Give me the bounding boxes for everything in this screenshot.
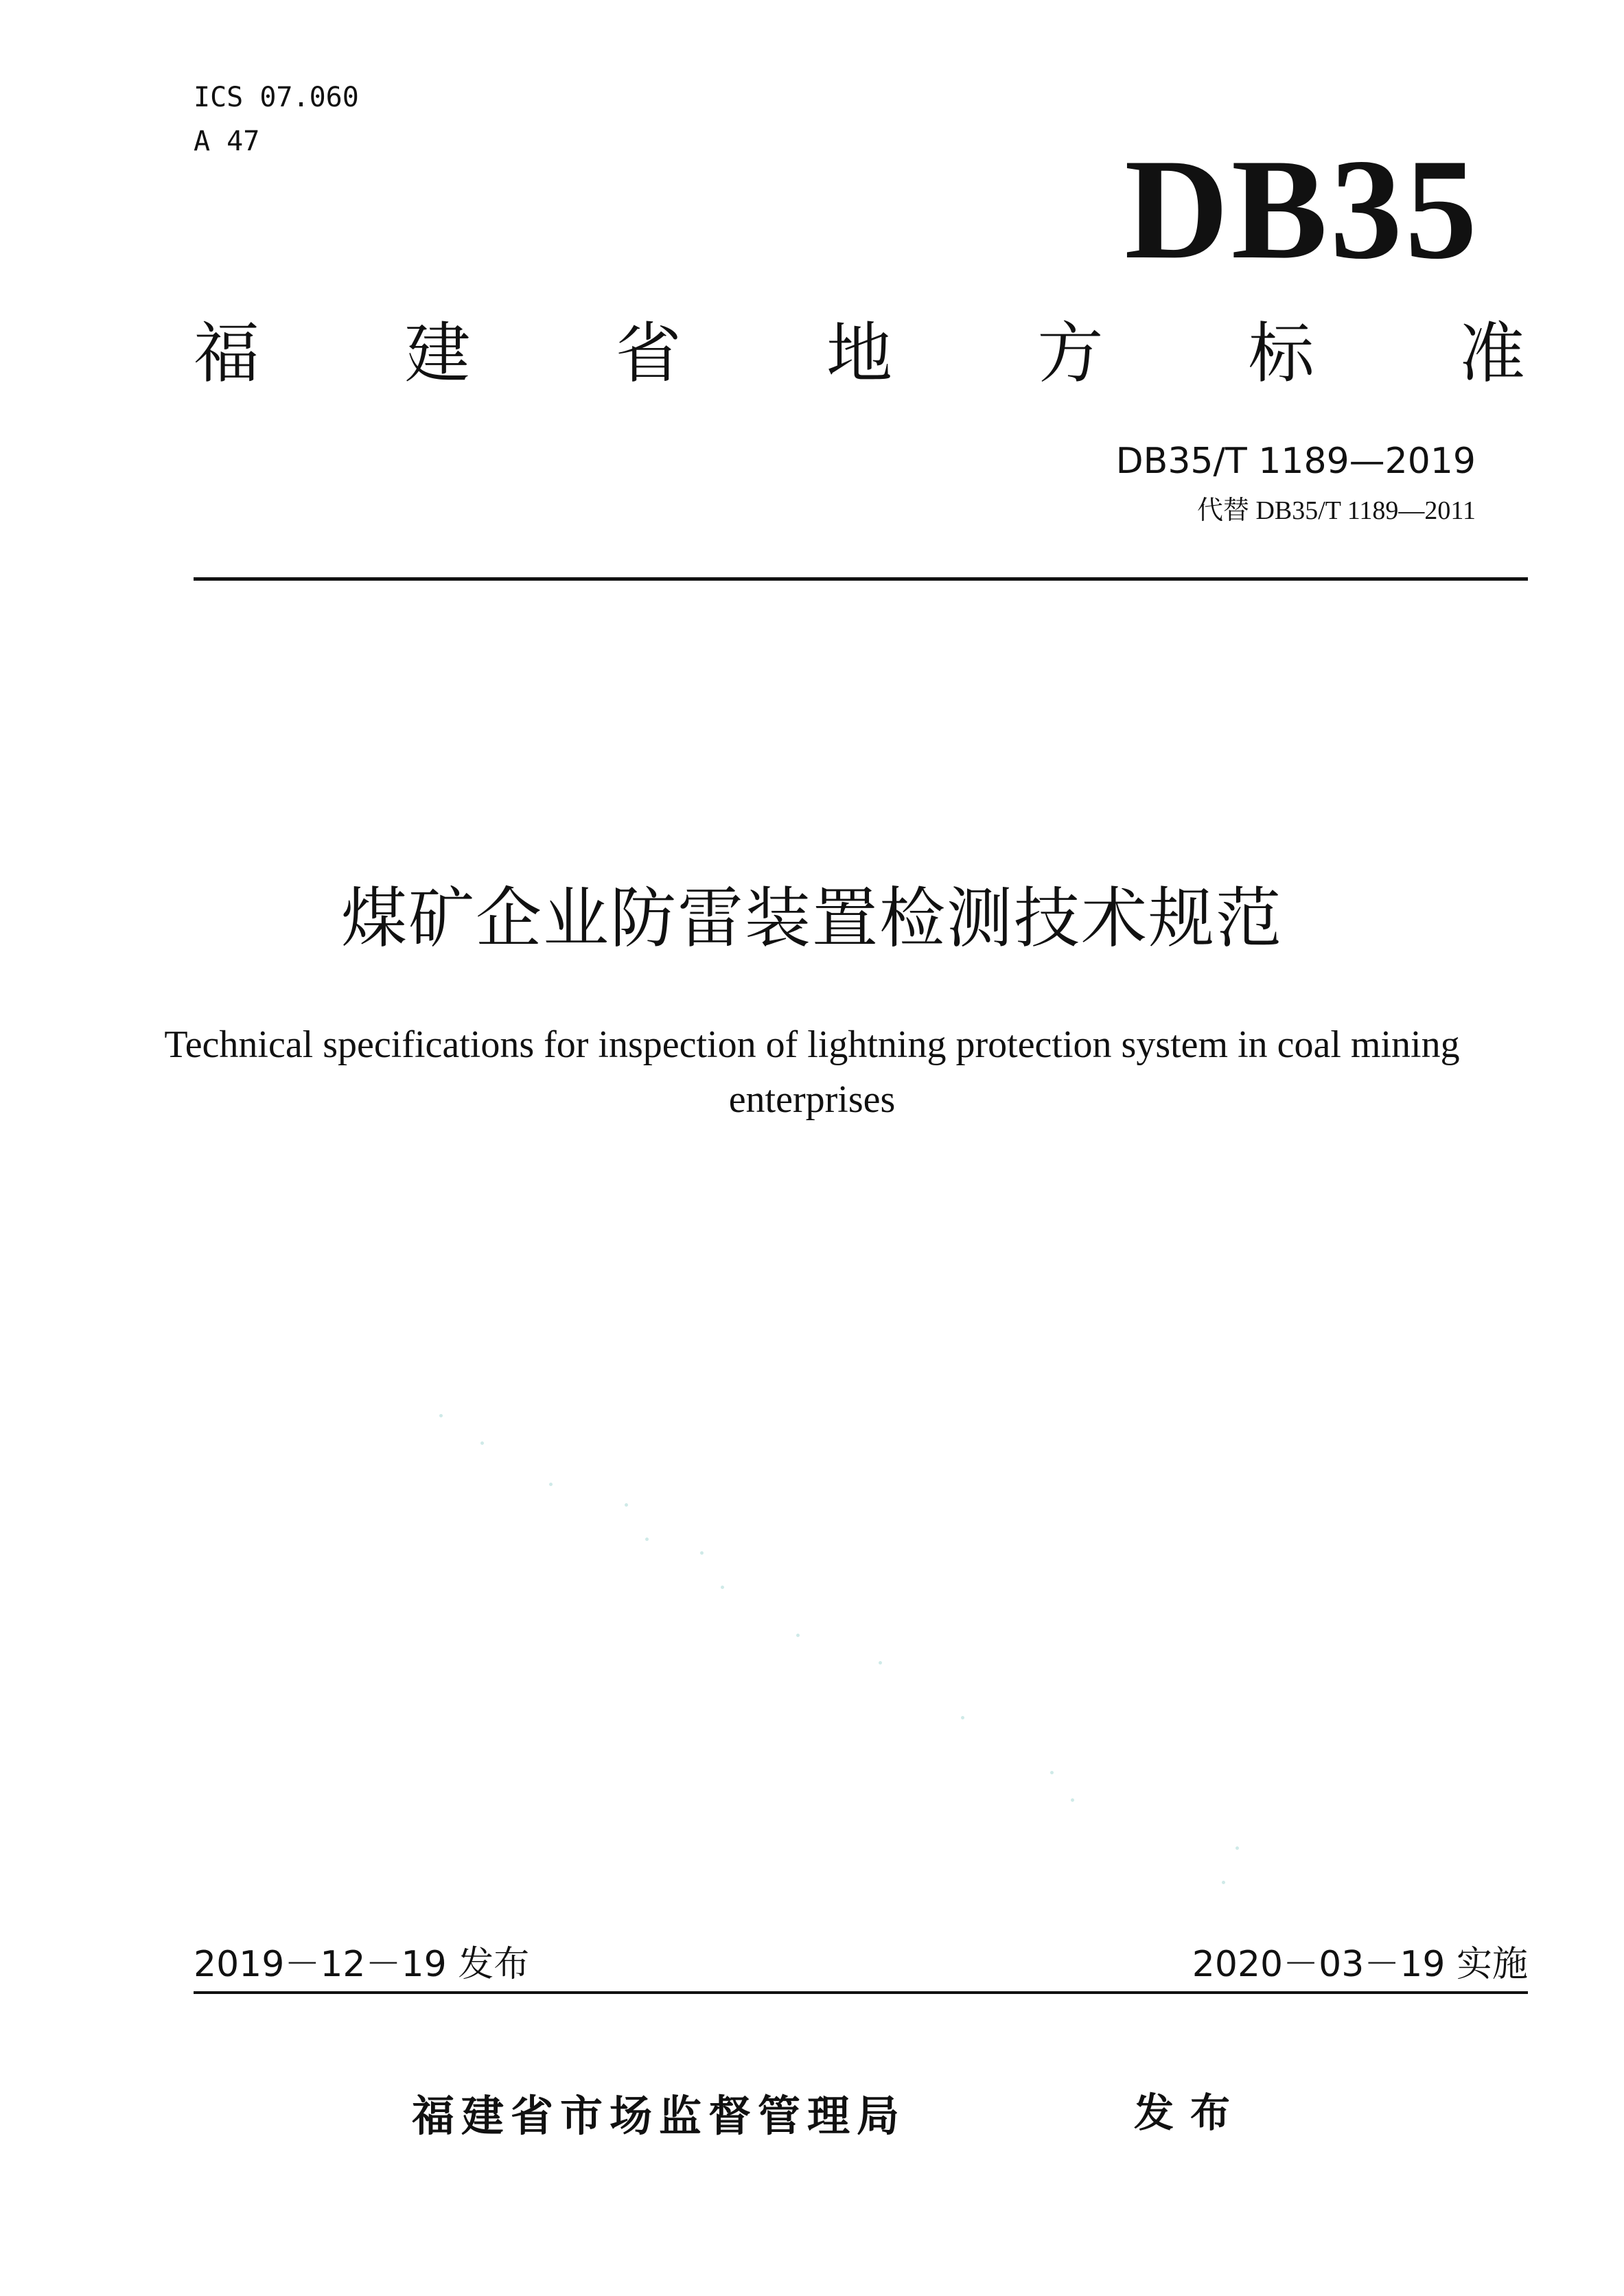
standard-mark: DB35 [1124, 130, 1480, 289]
standard-type-char: 方 [1037, 315, 1104, 392]
standard-type-char: 标 [1248, 315, 1314, 392]
classification-code: A 47 [194, 126, 260, 157]
standard-type-char: 准 [1459, 315, 1525, 392]
implementation-date: 2020－03－19 实施 [1192, 1944, 1528, 1985]
standard-type-char: 省 [615, 315, 682, 392]
ics-code: ICS 07.060 [194, 82, 359, 113]
top-divider [194, 577, 1528, 581]
bottom-divider [194, 1991, 1528, 1994]
title-english: Technical specifications for inspection of lightning protection system in coal mining enterprises [164, 1023, 1460, 1121]
issuing-authority: 福建省市场监督管理局 [412, 2091, 907, 2141]
title-chinese: 煤矿企业防雷装置检测技术规范 [341, 880, 1283, 957]
standard-type-char: 地 [826, 315, 892, 392]
standard-type-char: 建 [404, 315, 471, 392]
standard-type-char: 福 [194, 315, 259, 392]
standard-type-heading [194, 316, 1525, 391]
publish-label: 发布 [1134, 2089, 1247, 2136]
issue-date: 2019－12－19 发布 [194, 1944, 530, 1985]
standard-number: DB35/T 1189—2019 [1115, 441, 1476, 482]
replaces-standard: 代替 DB35/T 1189—2011 [1196, 496, 1476, 525]
